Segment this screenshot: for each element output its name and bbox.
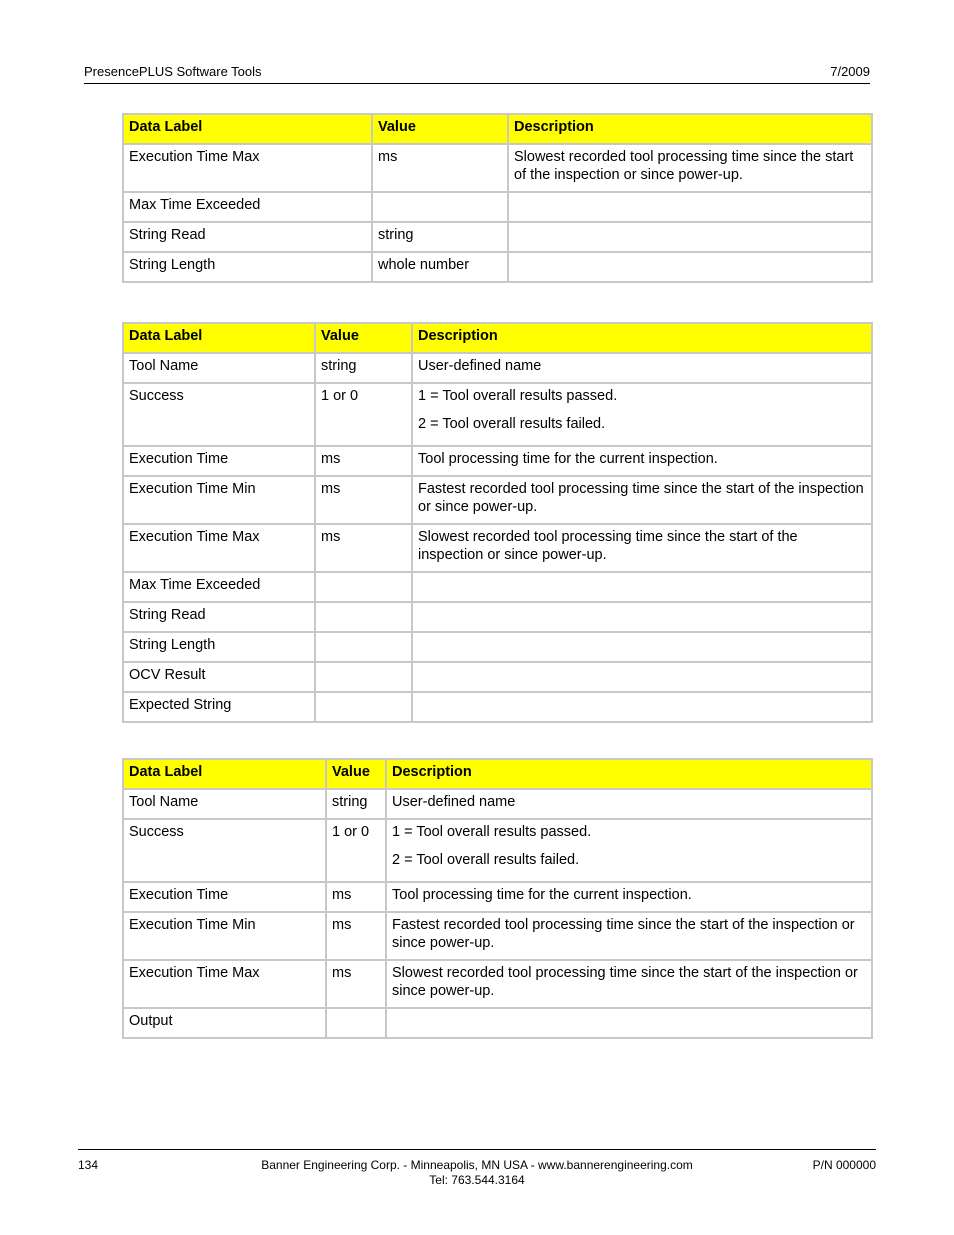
col-header-description: Description bbox=[386, 759, 872, 789]
cell-label: Execution Time bbox=[123, 446, 315, 476]
data-table-1 bbox=[122, 113, 873, 283]
col-header-description: Description bbox=[508, 114, 872, 144]
col-header-label: Data Label bbox=[123, 323, 315, 353]
company-phone: Tel: 763.544.3164 bbox=[429, 1173, 525, 1187]
cell-value: string bbox=[326, 789, 386, 819]
cell-value bbox=[315, 662, 412, 692]
cell-value bbox=[315, 692, 412, 722]
footer-rule bbox=[78, 1149, 876, 1150]
document-date: 7/2009 bbox=[830, 64, 870, 79]
page-number: 134 bbox=[78, 1158, 99, 1172]
table-header-row bbox=[123, 114, 872, 144]
col-header-label: Data Label bbox=[123, 114, 372, 144]
cell-label: Execution Time Min bbox=[123, 912, 326, 960]
cell-value: ms bbox=[326, 882, 386, 912]
table-row bbox=[123, 960, 872, 1008]
cell-label: Success bbox=[123, 819, 326, 882]
cell-description: Slowest recorded tool processing time since the start of the inspection or since power-up. bbox=[412, 524, 872, 572]
cell-label: String Length bbox=[123, 252, 372, 282]
cell-value: ms bbox=[372, 144, 508, 192]
description-line: 1 = Tool overall results passed. bbox=[392, 824, 592, 840]
cell-value: ms bbox=[326, 912, 386, 960]
cell-label: Expected String bbox=[123, 692, 315, 722]
cell-description: Fastest recorded tool processing time since the start of the inspection or since power-up. bbox=[386, 912, 872, 960]
col-header-description: Description bbox=[412, 323, 872, 353]
cell-description bbox=[386, 1008, 872, 1038]
part-number: P/N 000000 bbox=[812, 1158, 876, 1172]
table-row bbox=[123, 353, 872, 383]
table-row bbox=[123, 602, 872, 632]
cell-description bbox=[412, 632, 872, 662]
table-header-row bbox=[123, 759, 872, 789]
cell-description bbox=[412, 692, 872, 722]
table-row bbox=[123, 692, 872, 722]
table-row bbox=[123, 476, 872, 524]
cell-description bbox=[386, 819, 872, 882]
company-info: Banner Engineering Corp. - Minneapolis, MN USA - www.bannerengineering.com bbox=[261, 1158, 693, 1172]
description-line: 2 = Tool overall results failed. bbox=[418, 416, 606, 432]
cell-label: Execution Time Max bbox=[123, 960, 326, 1008]
cell-label: String Read bbox=[123, 222, 372, 252]
col-header-value: Value bbox=[326, 759, 386, 789]
cell-label: Max Time Exceeded bbox=[123, 572, 315, 602]
table-row bbox=[123, 446, 872, 476]
cell-label: String Length bbox=[123, 632, 315, 662]
document-title: PresencePLUS Software Tools bbox=[84, 64, 262, 79]
cell-description: Tool processing time for the current inspection. bbox=[412, 446, 872, 476]
cell-value: ms bbox=[315, 524, 412, 572]
cell-label: Execution Time bbox=[123, 882, 326, 912]
cell-label: Tool Name bbox=[123, 789, 326, 819]
cell-description bbox=[508, 222, 872, 252]
cell-description: Slowest recorded tool processing time since the start of the inspection or since power-up. bbox=[508, 144, 872, 192]
cell-label: Execution Time Max bbox=[123, 524, 315, 572]
cell-label: Success bbox=[123, 383, 315, 446]
cell-description bbox=[412, 602, 872, 632]
table-row bbox=[123, 789, 872, 819]
table-row bbox=[123, 1008, 872, 1038]
cell-description bbox=[412, 383, 872, 446]
cell-value bbox=[315, 602, 412, 632]
col-header-label: Data Label bbox=[123, 759, 326, 789]
table-row bbox=[123, 252, 872, 282]
table-row bbox=[123, 383, 872, 446]
cell-value: 1 or 0 bbox=[315, 383, 412, 446]
cell-label: Max Time Exceeded bbox=[123, 192, 372, 222]
table-header-row bbox=[123, 323, 872, 353]
cell-label: Output bbox=[123, 1008, 326, 1038]
table-row bbox=[123, 222, 872, 252]
cell-description bbox=[412, 572, 872, 602]
cell-value: whole number bbox=[372, 252, 508, 282]
cell-label: Tool Name bbox=[123, 353, 315, 383]
cell-value bbox=[372, 192, 508, 222]
cell-value bbox=[315, 632, 412, 662]
cell-description: User-defined name bbox=[386, 789, 872, 819]
cell-value bbox=[326, 1008, 386, 1038]
cell-label: OCV Result bbox=[123, 662, 315, 692]
col-header-value: Value bbox=[372, 114, 508, 144]
cell-description: User-defined name bbox=[412, 353, 872, 383]
cell-label: String Read bbox=[123, 602, 315, 632]
cell-label: Execution Time Min bbox=[123, 476, 315, 524]
table-row bbox=[123, 144, 872, 192]
table-row bbox=[123, 632, 872, 662]
cell-value: string bbox=[372, 222, 508, 252]
cell-value: 1 or 0 bbox=[326, 819, 386, 882]
cell-description bbox=[412, 662, 872, 692]
table-row bbox=[123, 882, 872, 912]
cell-value: string bbox=[315, 353, 412, 383]
data-table-2 bbox=[122, 322, 873, 723]
cell-value: ms bbox=[315, 476, 412, 524]
description-line: 2 = Tool overall results failed. bbox=[392, 852, 580, 868]
table-row bbox=[123, 912, 872, 960]
table-row bbox=[123, 662, 872, 692]
page-header bbox=[84, 64, 870, 84]
cell-description bbox=[508, 192, 872, 222]
table-row bbox=[123, 192, 872, 222]
cell-label: Execution Time Max bbox=[123, 144, 372, 192]
cell-description bbox=[508, 252, 872, 282]
data-table-3 bbox=[122, 758, 873, 1039]
table-row bbox=[123, 819, 872, 882]
cell-value bbox=[315, 572, 412, 602]
table-row bbox=[123, 572, 872, 602]
description-line: 1 = Tool overall results passed. bbox=[418, 388, 618, 404]
cell-value: ms bbox=[315, 446, 412, 476]
cell-description: Tool processing time for the current inspection. bbox=[386, 882, 872, 912]
cell-description: Fastest recorded tool processing time since the start of the inspection or since power-up. bbox=[412, 476, 872, 524]
footer-company bbox=[200, 1158, 754, 1188]
cell-value: ms bbox=[326, 960, 386, 1008]
col-header-value: Value bbox=[315, 323, 412, 353]
table-row bbox=[123, 524, 872, 572]
cell-description: Slowest recorded tool processing time since the start of the inspection or since power-up. bbox=[386, 960, 872, 1008]
